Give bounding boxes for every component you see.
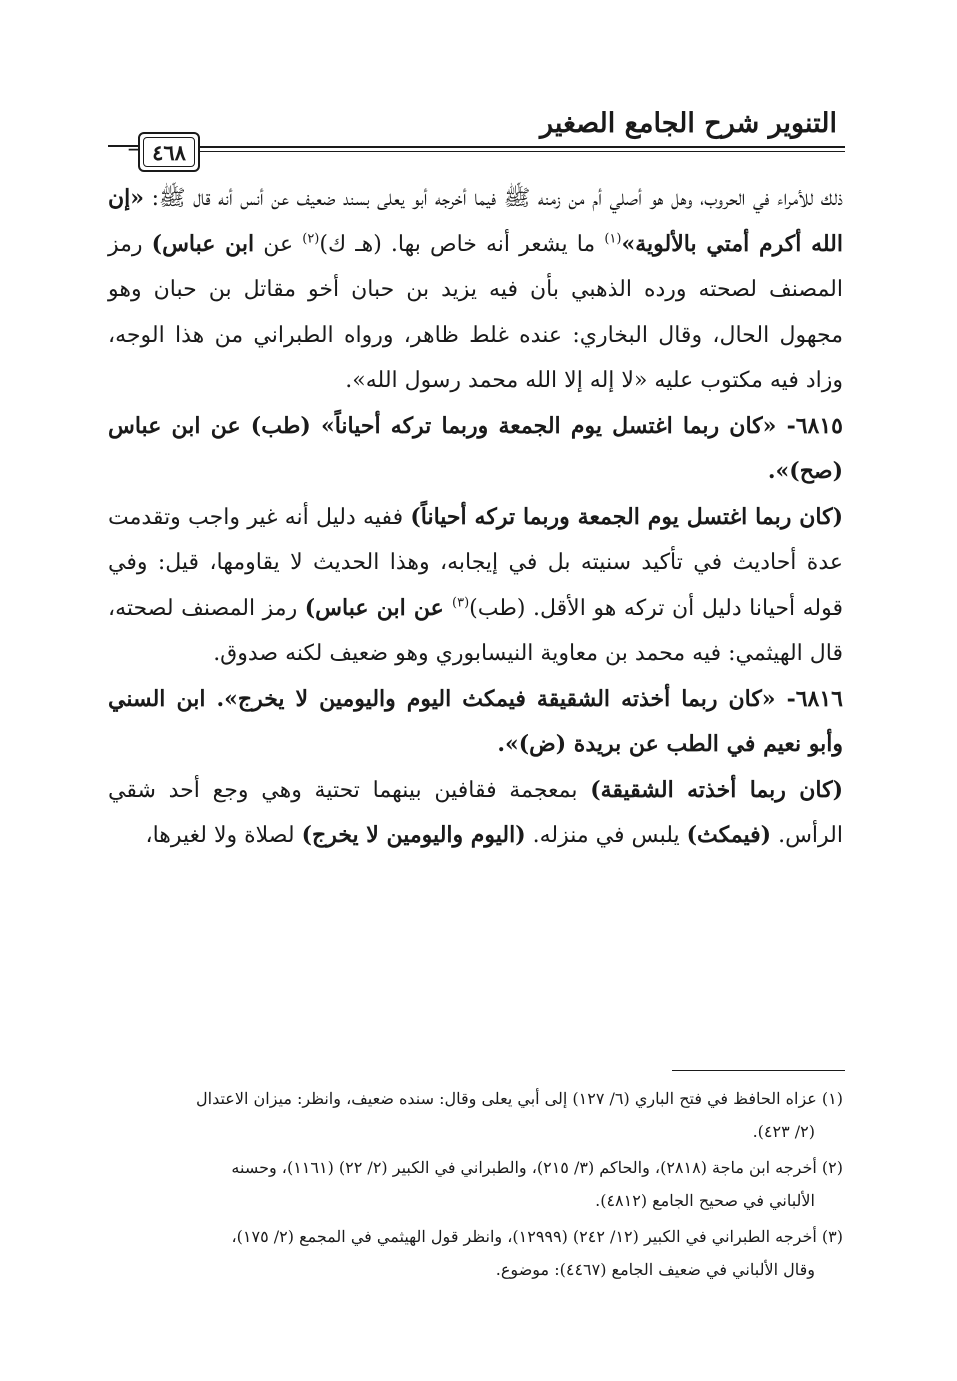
footnote-ref: (٢) (302, 231, 320, 247)
main-text (108, 176, 843, 859)
hadith-lead: (كان ربما اغتسل يوم الجمعة وربما تركه أحياناً) (410, 503, 843, 530)
text-run: ففيه دليل أنه غير واجب وتقدمت عدة أحاديث في تأكيد سنيته بل في إيجابه، وهذا الحديث لا يقاومها، قيل: وفي قوله أحيانا دليل أن تركه هو الأقل. (108, 504, 843, 621)
footnote-mark: (٣) (821, 1227, 843, 1246)
footnote-ref: (٣) (452, 595, 470, 611)
footnote-text-cont: (٢/ ٤٢٣). (752, 1122, 815, 1141)
narrator: ابن عباس) (151, 230, 255, 257)
text-run: رمز المصنف لصحته، قال الهيثمي: فيه محمد بن معاوية النيسابوري وهو ضعيف لكنه صدوق. (108, 595, 843, 666)
footnote-ref: (١) (604, 231, 622, 247)
source-ref: (هـ ك) (319, 231, 382, 257)
text-run: بمعجمة فقافين بينهما تحتية وهي وجع أحد شقي الرأس. (108, 777, 843, 848)
footnote-text: أخرجه الطبراني في الكبير (١٢/ ٢٤٢) (١٢٩٩٩)، وانظر قول الهيثمي في المجمع (٢/ ١٧٥)، (231, 1227, 817, 1246)
footnote-mark: (٢) (821, 1158, 843, 1177)
running-header-title: التنوير شرح الجامع الصغير (540, 108, 837, 139)
paragraph-commentary-2 (108, 495, 843, 677)
footnote-mark: (١) (821, 1089, 843, 1108)
narrator: عن ابن عباس) (304, 594, 453, 621)
header-ornament: = (127, 138, 141, 157)
text-run: لصلاة ولا لغيرها، (145, 823, 302, 848)
text-run: يلبس في منزله. (525, 823, 687, 848)
footnotes (108, 1082, 843, 1289)
text-run: ما يشعر أنه خاص بها. (381, 231, 605, 257)
page-number-box (138, 132, 200, 172)
header-rule-thin (180, 151, 845, 152)
paragraph-commentary-1 (108, 176, 843, 404)
footnote-text-cont: الألباني في صحيح الجامع (٤٨١٢). (595, 1191, 815, 1210)
hadith-quote: «إن الله أكرم أمتي بالألوية» (108, 185, 843, 257)
hadith-lead: (كان ربما أخذته الشقيقة) (590, 776, 843, 803)
hadith-lead: (اليوم واليومين لا يخرج) (301, 822, 526, 848)
footnote-text: عزاه الحافظ في فتح الباري (٦/ ١٢٧) إلى أبي يعلى وقال: سنده ضعيف، وانظر: ميزان الاعتدال (196, 1089, 817, 1108)
hadith-lead: (فيمكث) (686, 822, 772, 848)
text-run: ذلك للأمراء في الحروب، وهل هو أصلي أم من زمنه ﷺ فيما أخرجه أبو يعلى بسند ضعيف عن أنس أنه قال ﷺ: (144, 186, 843, 211)
text-run: عن (254, 231, 303, 257)
text-run: رمز المصنف لصحته ورده الذهبي بأن فيه يزيد بن حبان أخو مقاتل بن حبان وهو مجهول الحال، وقال البخاري: عنده غلط ظاهر، ورواه الطبراني من هذا الوجه، وزاد فيه مكتوب عليه «لا إله إلا الله محمد رسول الله». (108, 231, 843, 393)
source-ref: (طب) (469, 595, 526, 621)
footnote-text-cont: وقال الألباني في ضعيف الجامع (٤٤٦٧): موضوع. (495, 1260, 815, 1279)
footnote-text: أخرجه ابن ماجة (٢٨١٨)، والحاكم (٣/ ٢١٥)، والطبراني في الكبير (٢/ ٢٢) (١١٦١)، وحسنه (231, 1158, 817, 1177)
header-rule (180, 146, 845, 148)
footnote-2 (108, 1151, 843, 1217)
footnote-3 (108, 1220, 843, 1286)
hadith-6816: ٦٨١٦- «كان ربما أخذته الشقيقة فيمكث اليوم واليومين لا يخرج». ابن السني وأبو نعيم في الطب عن بريدة (ض)». (108, 685, 843, 757)
hadith-6815: ٦٨١٥- «كان ربما اغتسل يوم الجمعة وربما تركه أحياناً» (طب) عن ابن عباس (صح)». (108, 412, 843, 484)
footnote-separator (672, 1070, 845, 1071)
footnote-1 (108, 1082, 843, 1148)
page-number: ٤٦٨ (152, 139, 186, 165)
paragraph-commentary-3 (108, 768, 843, 859)
